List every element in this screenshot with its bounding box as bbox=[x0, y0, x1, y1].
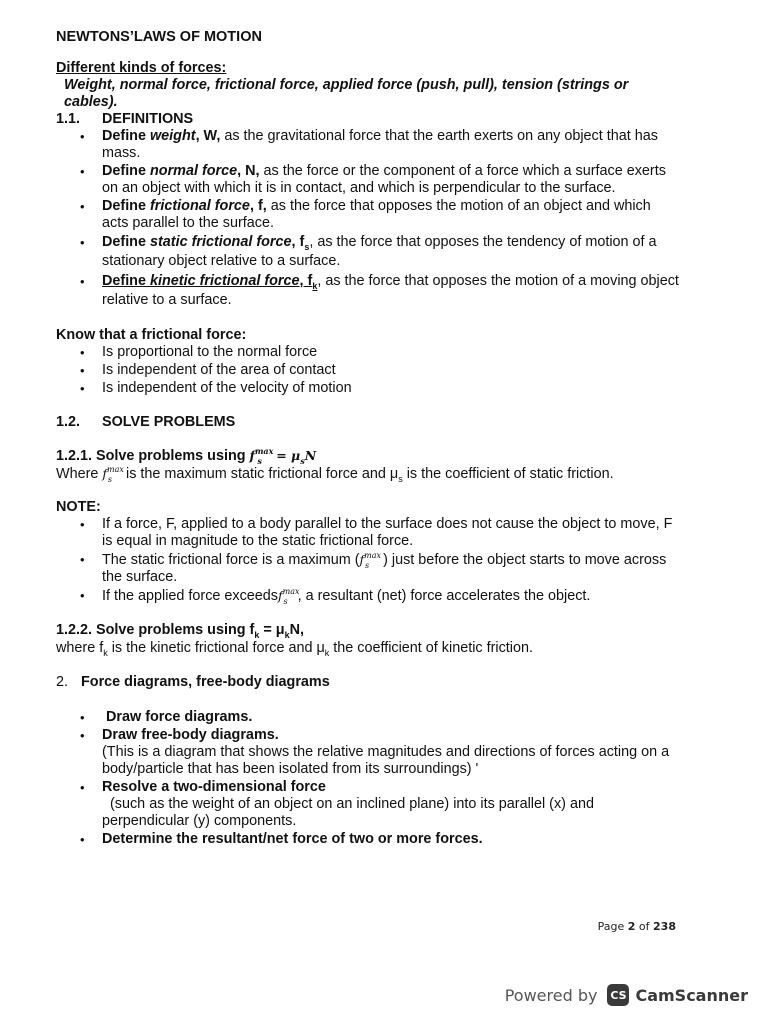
definition-symbol: , f bbox=[299, 273, 313, 289]
formula-subscript: s bbox=[283, 597, 288, 606]
note-heading: NOTE: bbox=[56, 499, 101, 515]
definitions-list bbox=[56, 128, 681, 310]
task-title: Determine the resultant/net force of two or more forces. bbox=[102, 831, 483, 847]
static-friction-explanation bbox=[56, 465, 681, 483]
section-1-1-heading bbox=[56, 111, 681, 128]
friction-properties-list bbox=[56, 344, 681, 397]
definition-subscript: k bbox=[312, 281, 318, 291]
definition-term: weight bbox=[149, 128, 196, 144]
definition-prefix: Define bbox=[102, 234, 150, 250]
list-item: • If a force, F, applied to a body parallel to the surface does not cause the object to move, F is equal in magnitude to the static frictional force. bbox=[80, 516, 681, 550]
definition-term: normal force bbox=[149, 163, 238, 179]
section-label: Force diagrams, free-body diagrams bbox=[81, 674, 330, 690]
definition-prefix: Define bbox=[102, 273, 150, 289]
formula-superscript: max bbox=[282, 587, 300, 596]
section-2-heading bbox=[56, 674, 681, 691]
formula-symbol: f bbox=[278, 588, 283, 603]
definition-text: , as the force that opposes the tendency of motion of a stationary object relative to a surface. bbox=[102, 234, 657, 269]
text: Where bbox=[56, 466, 103, 482]
formula-subscript: s bbox=[300, 456, 305, 466]
definition-term: kinetic frictional force bbox=[149, 273, 300, 289]
definition-symbol: , f, bbox=[249, 198, 267, 214]
section-number: 2. bbox=[56, 674, 69, 690]
section-number: 1.2. bbox=[56, 414, 81, 430]
definition-item bbox=[80, 163, 681, 197]
definition-symbol: , N, bbox=[237, 163, 260, 179]
list-item bbox=[80, 727, 681, 778]
text: ) just before the object starts to move across the surface. bbox=[102, 552, 667, 585]
list-item bbox=[80, 587, 681, 605]
friction-heading: Know that a frictional force: bbox=[56, 327, 247, 343]
fs-max-symbol bbox=[102, 465, 124, 484]
formula-superscript: max bbox=[364, 551, 382, 560]
camscanner-logo-icon: CS bbox=[607, 984, 629, 1006]
definition-prefix: Define bbox=[102, 128, 150, 144]
kinetic-friction-explanation bbox=[56, 639, 681, 658]
formula-equals: = μ bbox=[271, 448, 301, 463]
text: is the maximum static frictional force and μ bbox=[122, 466, 399, 482]
fs-max-symbol bbox=[359, 551, 382, 570]
formula-subscript: s bbox=[257, 456, 262, 466]
task-description: (such as the weight of an object on an inclined plane) into its parallel (x) and perpendicular (y) components. bbox=[102, 796, 594, 829]
subscript: k bbox=[103, 648, 108, 658]
formula-subscript: s bbox=[365, 561, 370, 570]
definition-prefix: Define bbox=[102, 198, 150, 214]
subsection-heading: 1.2.1. Solve problems using bbox=[56, 448, 250, 464]
static-friction-formula bbox=[249, 446, 317, 466]
definition-subscript: s bbox=[304, 242, 310, 252]
section-label: DEFINITIONS bbox=[102, 111, 194, 127]
note-list bbox=[56, 516, 681, 605]
subscript: k bbox=[254, 630, 260, 640]
definition-item bbox=[80, 272, 681, 310]
page-label: Page bbox=[597, 920, 628, 933]
task-title: Draw force diagrams. bbox=[106, 709, 253, 725]
text: The static frictional force is a maximum ( bbox=[102, 552, 360, 568]
section-label: SOLVE PROBLEMS bbox=[102, 414, 236, 430]
list-item: • Is proportional to the normal force bbox=[80, 344, 681, 361]
section-1-2-heading bbox=[56, 414, 681, 431]
definition-text: as the force that opposes the motion of an object and which acts parallel to the surface. bbox=[102, 198, 651, 231]
task-title: • Resolve a two-dimensional force bbox=[102, 779, 326, 795]
section-number: 1.1. bbox=[56, 111, 81, 127]
formula-superscript: max bbox=[107, 465, 124, 474]
formula-normal: N bbox=[304, 448, 317, 463]
definition-item bbox=[80, 128, 681, 162]
formula-symbol: f bbox=[359, 552, 365, 567]
kinds-heading: Different kinds of forces: bbox=[56, 60, 227, 76]
page-number bbox=[598, 918, 676, 935]
definition-text: , as the force that opposes the motion of a moving object relative to a surface. bbox=[102, 273, 679, 308]
page-total: 238 bbox=[653, 920, 676, 933]
list-item bbox=[80, 831, 681, 848]
powered-by-text: Powered by bbox=[504, 985, 598, 1005]
page-current: 2 bbox=[627, 920, 636, 933]
camscanner-brand: CamScanner bbox=[635, 985, 748, 1005]
page-title: NEWTONS’LAWS OF MOTION bbox=[56, 29, 262, 45]
section-1-2-1-heading bbox=[56, 447, 681, 465]
list-item bbox=[80, 779, 681, 830]
subscript: k bbox=[284, 630, 290, 640]
definition-item bbox=[80, 233, 681, 271]
formula-symbol: f bbox=[249, 448, 255, 463]
text: the coefficient of kinetic friction. bbox=[329, 640, 533, 656]
text: is the kinetic frictional force and μ bbox=[107, 640, 325, 656]
fs-max-symbol bbox=[278, 587, 300, 606]
definition-term: static frictional force bbox=[149, 234, 292, 250]
list-item bbox=[80, 551, 681, 586]
definition-text: as the gravitational force that the earth exerts on any object that has mass. bbox=[102, 128, 658, 161]
subscript: k bbox=[324, 648, 330, 658]
diagram-tasks-list bbox=[56, 709, 681, 848]
text: = μ bbox=[259, 622, 285, 638]
task-description: (This is a diagram that shows the relative magnitudes and directions of forces acting on a body/particle that has been isolated from its surroundings) ' bbox=[102, 744, 670, 777]
page-of: of bbox=[635, 920, 654, 933]
text: where f bbox=[56, 640, 104, 656]
list-item: • Is independent of the area of contact bbox=[80, 362, 681, 379]
text: If the applied force exceeds bbox=[102, 588, 278, 604]
list-item bbox=[80, 709, 681, 726]
kinds-list: Weight, normal force, frictional force, applied force (push, pull), tension (strings or cables). bbox=[64, 77, 629, 110]
formula-subscript: s bbox=[107, 475, 113, 484]
definition-symbol: , f bbox=[291, 234, 305, 250]
definition-prefix: Define bbox=[102, 163, 150, 179]
document-page bbox=[56, 29, 681, 849]
text: N, bbox=[289, 622, 304, 638]
definition-item bbox=[80, 198, 681, 232]
definition-symbol: , W, bbox=[195, 128, 221, 144]
task-title: • Draw free-body diagrams. bbox=[102, 727, 279, 743]
camscanner-watermark bbox=[505, 984, 748, 1006]
list-item: • Is independent of the velocity of motion bbox=[80, 380, 681, 397]
section-1-2-2-heading bbox=[56, 622, 681, 639]
definition-text: as the force or the component of a force which a surface exerts on an object with which it is in contact, and which is perpendicular to the surface. bbox=[102, 163, 666, 196]
formula-symbol: f bbox=[102, 466, 108, 481]
subscript: s bbox=[398, 474, 403, 484]
text: 1.2.2. Solve problems using f bbox=[56, 622, 255, 638]
text: , a resultant (net) force accelerates the object. bbox=[297, 588, 591, 604]
formula-superscript: max bbox=[254, 446, 274, 456]
text: is the coefficient of static friction. bbox=[402, 466, 614, 482]
definition-term: frictional force bbox=[149, 198, 250, 214]
